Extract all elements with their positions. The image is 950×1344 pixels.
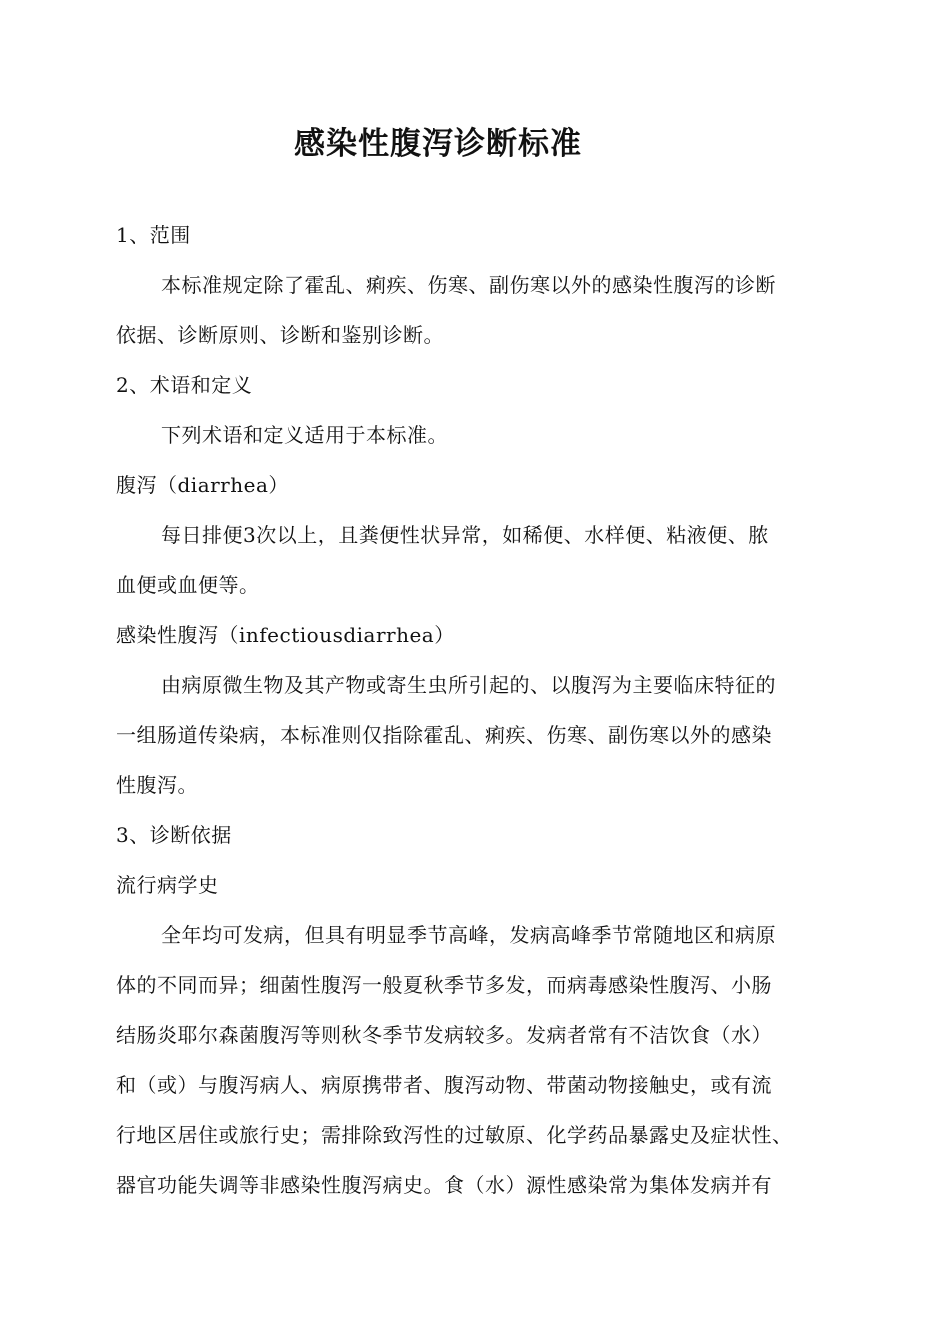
paragraph-line: 每日排便3次以上，且粪便性状异常，如稀便、水样便、粘液便、脓 [161, 523, 769, 547]
term-heading-diarrhea: 腹泻（diarrhea） [116, 473, 289, 497]
paragraph-line: 结肠炎耶尔森菌腹泻等则秋冬季节发病较多。发病者常有不洁饮食（水） [116, 1023, 772, 1047]
section-heading-scope: 1、范围 [116, 223, 191, 247]
paragraph-line: 一组肠道传染病，本标准则仅指除霍乱、痢疾、伤寒、副伤寒以外的感染 [116, 723, 772, 747]
paragraph-line: 体的不同而异；细菌性腹泻一般夏秋季节多发，而病毒感染性腹泻、小肠 [116, 973, 772, 997]
paragraph-line: 血便或血便等。 [116, 573, 260, 597]
term-heading-infectious-diarrhea: 感染性腹泻（infectiousdiarrhea） [116, 623, 455, 647]
paragraph-line: 依据、诊断原则、诊断和鉴别诊断。 [116, 323, 444, 347]
section-heading-diagnosis-basis: 3、诊断依据 [116, 823, 232, 847]
paragraph-line: 和（或）与腹泻病人、病原携带者、腹泻动物、带菌动物接触史，或有流 [116, 1073, 772, 1097]
paragraph-line: 下列术语和定义适用于本标准。 [161, 423, 448, 447]
section-heading-terms: 2、术语和定义 [116, 373, 253, 397]
paragraph-line: 本标准规定除了霍乱、痢疾、伤寒、副伤寒以外的感染性腹泻的诊断 [161, 273, 776, 297]
document-body [116, 210, 842, 1210]
paragraph-line: 全年均可发病，但具有明显季节高峰，发病高峰季节常随地区和病原 [161, 923, 776, 947]
paragraph-line: 行地区居住或旅行史；需排除致泻性的过敏原、化学药品暴露史及症状性、 [116, 1123, 793, 1147]
document-title: 感染性腹泻诊断标准 [294, 126, 582, 162]
subsection-heading-epidemiology: 流行病学史 [116, 873, 219, 897]
paragraph-line: 器官功能失调等非感染性腹泻病史。食（水）源性感染常为集体发病并有 [116, 1173, 772, 1197]
paragraph-line: 由病原微生物及其产物或寄生虫所引起的、以腹泻为主要临床特征的 [161, 673, 776, 697]
paragraph-line: 性腹泻。 [116, 773, 198, 797]
